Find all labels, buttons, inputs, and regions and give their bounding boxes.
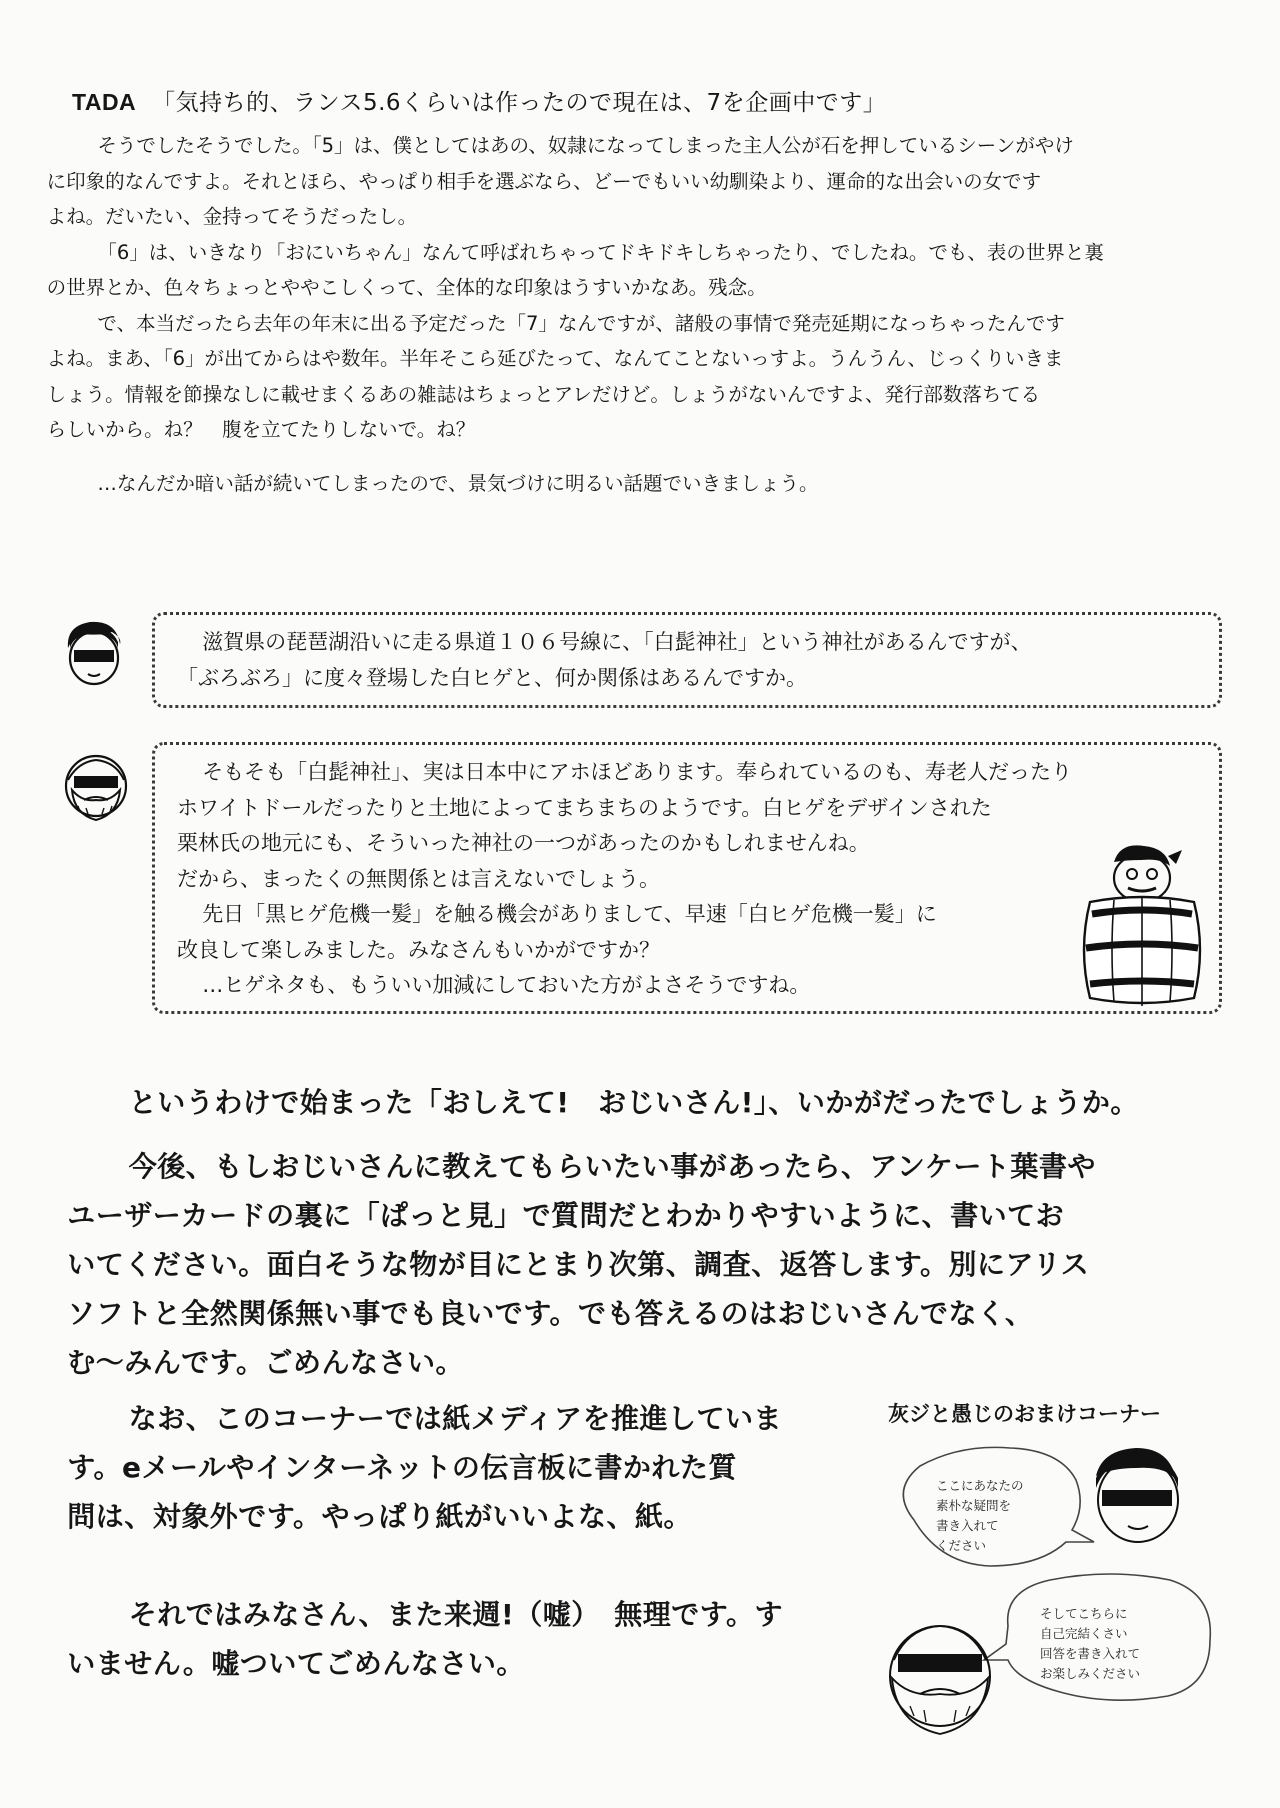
question-line: 滋賀県の琵琶湖沿いに走る県道１０６号線に、「白髭神社」という神社があるんですが、 [202,630,1032,654]
answer-bubble [152,742,1222,1014]
answer-line: 栗林氏の地元にも、そういった神社の一つがあったのかもしれませんね。 [177,831,870,855]
answer-line: 改良して楽しみました。みなさんもいかがですか？ [177,937,660,962]
answer-line: そもそも「白髭神社」、実は日本中にアホほどあります。奉られているのも、寿老人だったり [202,760,1073,784]
closing-para-1 [98,1078,1228,1127]
answer-line: ホワイトドールだったりと土地によってまちまちのようです。白ヒゲをデザインされた [177,795,992,820]
intro-line: 「6」は、いきなり「おにいちゃん」なんて呼ばれちゃってドキドキしちゃったり、でしたね。でも、表の世界と裏 の世界とか、色々ちょっとややこしくって、全体的な印象はうすいかなあ。残念。 [46,240,1104,299]
closing-para-4 [67,1590,878,1688]
closing-para-3 [67,1394,878,1541]
intro-line: で、本当だったら去年の年末に出る予定だった「7」なんですが、諸般の事情で発売延期になっちゃったんです よね。まあ、「6」が出てからはや数年。半年そこら延びたって、なんてことないっすよ。うんうん、じっくりいきま しょう。情報を節操なしに載せまくるあの雑誌はちょっとアレだけど。しょうがないんですよ、発行部数落ちてる らしいから。ね？ 腹を立てたりしないで。ね？ [46,311,1065,441]
header-quote-text: 「気持ち的、ランス5.6くらいは作ったので現在は、7を企画中です」 [152,90,887,116]
intro-text [46,128,1222,501]
intro-line: …なんだか暗い話が続いてしまったので、景気づけに明るい話題でいきましょう。 [97,471,819,495]
closing-para-2 [67,1142,1228,1387]
answer-line: 先日「黒ヒゲ危機一髪」を触る機会がありまして、早速「白ヒゲ危機一髪」に [202,902,937,926]
answer-line: だから、まったくの無関係とは言えないでしょう。 [177,866,660,891]
bonus-top-bubble-text: ここにあなたの 素朴な疑問を 書き入れて ください [936,1478,1024,1553]
question-bubble [152,612,1222,708]
closing-line: というわけで始まった「おしえて! おじいさん!」、いかがだったでしょうか。 [128,1086,1139,1119]
pirate-barrel-icon [1070,840,1210,1008]
bonus-corner-title: 灰ジと愚じのおまけコーナー [888,1402,1161,1426]
speaker-name: TADA [72,89,137,115]
bonus-corner-illustration [880,1430,1220,1770]
answer-line: …ヒゲネタも、もういい加減にしておいた方がよさそうですね。 [202,973,811,997]
question-line: 「ぶろぶろ」に度々登場した白ヒゲと、何か関係はあるんですか。 [177,665,807,690]
closing-line: それではみなさん、また来週!（嘘） 無理です。す いません。嘘ついてごめんなさい。 [67,1598,784,1680]
old-man-face-icon [58,750,134,826]
closing-line: なお、このコーナーでは紙メディアを推進していま す。eメールやインターネットの伝言板に書かれた質 問は、対象外です。やっぱり紙がいいよな、紙。 [67,1402,783,1533]
questioner-face-icon [60,618,128,690]
bonus-bottom-bubble-text: そしてこちらに 自己完結くさい 回答を書き入れて お楽しみください [1040,1606,1141,1681]
header-quote [72,84,886,117]
intro-line: そうでしたそうでした。「5」は、僕としてはあの、奴隷になってしまった主人公が石を押しているシーンがやけ に印象的なんですよ。それとほら、やっぱり相手を選ぶなら、どーでもいい幼馴染より、運命的な出会いの女です よね。だいたい、金持ってそうだったし。 [46,134,1074,228]
closing-line: 今後、もしおじいさんに教えてもらいたい事があったら、アンケート葉書や ユーザーカードの裏に「ぱっと見」で質問だとわかりやすいように、書いてお いてください。面白そうな物が目にとまり次第、調査、返答します。別にアリス ソフトと全然関係無い事でも良いです。でも答えるのはおじいさんでなく、 む～みんです。ごめんなさい。 [67,1150,1096,1379]
